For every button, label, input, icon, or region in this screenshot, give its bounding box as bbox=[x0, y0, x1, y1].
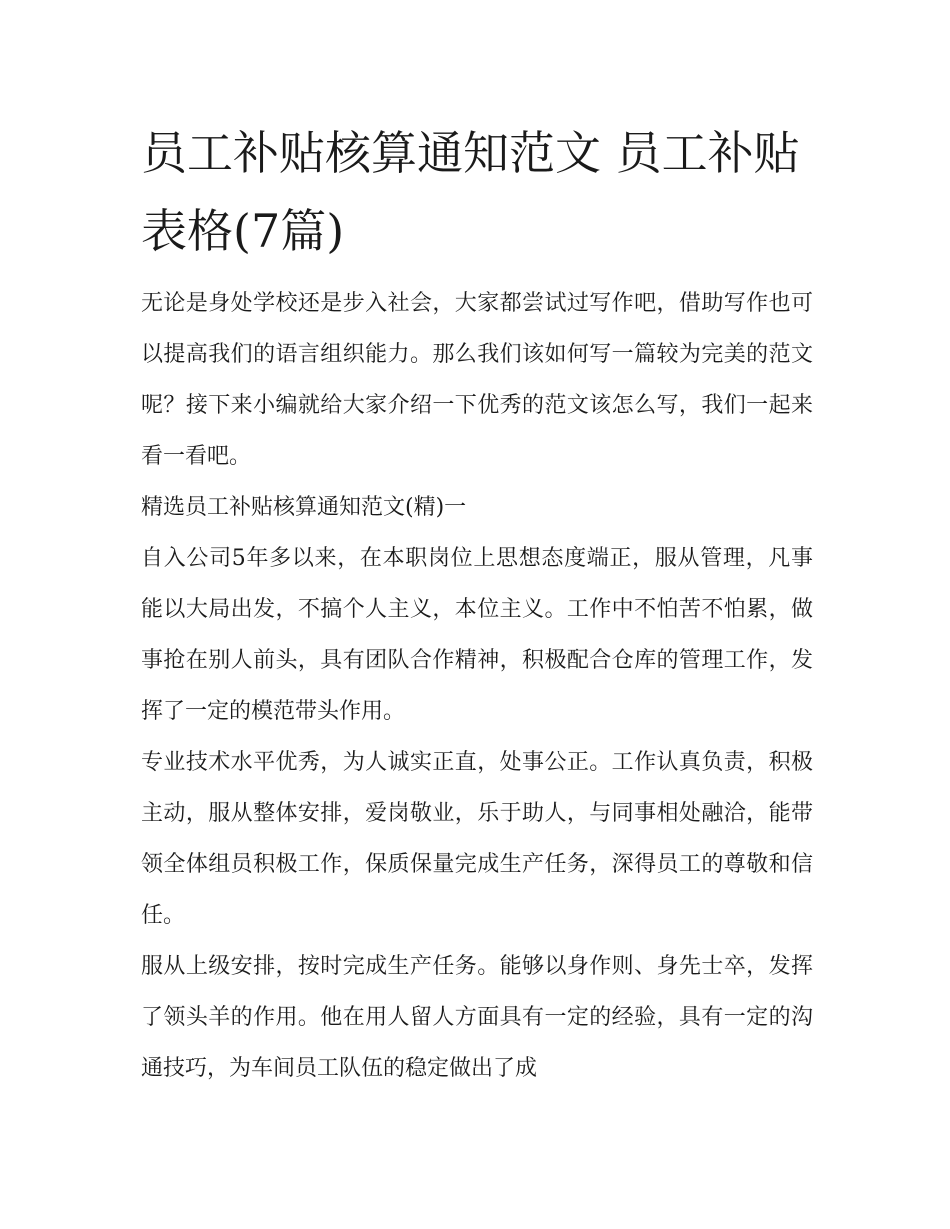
document-page bbox=[141, 114, 813, 1094]
body-paragraph: 自入公司5年多以来，在本职岗位上思想态度端正，服从管理，凡事能以大局出发，不搞个人主义，本位主义。工作中不怕苦不怕累，做事抢在别人前头，具有团队合作精神，积极配合仓库的管理工作，发挥了一定的模范带头作用。 bbox=[141, 546, 813, 724]
body-paragraph: 专业技术水平优秀，为人诚实正直，处事公正。工作认真负责，积极主动，服从整体安排，爱岗敬业，乐于助人，与同事相处融洽，能带领全体组员积极工作，保质保量完成生产任务，深得员工的尊敬和信任。 bbox=[141, 750, 813, 928]
document-title: 员工补贴核算通知范文 员工补贴表格(7篇) bbox=[141, 126, 800, 258]
section-heading: 精选员工补贴核算通知范文(精)一 bbox=[141, 495, 467, 520]
body-paragraph: 服从上级安排，按时完成生产任务。能够以身作则、身先士卒，发挥了领头羊的作用。他在用人留人方面具有一定的经验，具有一定的沟通技巧，为车间员工队伍的稳定做出了成 bbox=[141, 954, 813, 1081]
intro-paragraph: 无论是身处学校还是步入社会，大家都尝试过写作吧，借助写作也可以提高我们的语言组织能力。那么我们该如何写一篇较为完美的范文呢？接下来小编就给大家介绍一下优秀的范文该怎么写，我们一起来看一看吧。 bbox=[141, 291, 813, 469]
